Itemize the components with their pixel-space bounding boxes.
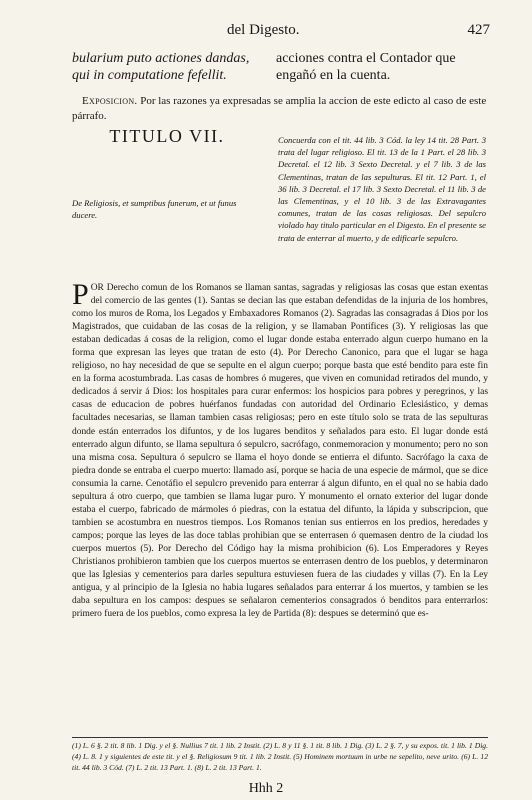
section-title: TITULO VII. (109, 126, 225, 146)
footnotes: (1) L. 6 §. 2 tit. 8 lib. 1 Dig. y el §. Nullius 7 tit. 1 lib. 2 Instit. (2) L. 8 y 11 §. 1 tit. 8 lib. 1 Dig. (3) L. 2 §. 7, y su expos. tit. 1 lib. 1 Dig. (4) L. 8. 1 y siguientes de este tit. y el §. Religiosum 9 tit. 1 lib. 2 Instit. (5) Hominem mortuum in urbe ne sepelito, neve urito. (6) L. 12 tit. 44 lib. 3 Cód. (7) L. 2 tit. 13 Part. 1. (8) L. 2 tit. 13 Part. 1. (72, 741, 488, 772)
concordance-note: Concuerda con el tit. 44 lib. 3 Cód. la ley 14 tit. 28 Part. 3 trata del lugar religioso. El tit. 13 de la 1 Part. el 28 lib. 3 Decretal. el 12 lib. 3 Sexto Decretal. y el 7 lib. 3 de las Clementinas, tratan de las sepulturas. El tit. 12 Part. 1, el 36 lib. 3 Decretal. el 17 lib. 3 Sexto Decretal. el 11 lib. 3 de las Clementinas, y el 10 lib. 3 de las Extravagantes comunes, tratan de las cosas religiosas. Del sepulcro violado hay titulo particular en el Digesto. En el presente se trata de enterrar al muerto, y de edificarle sepulcro. (278, 135, 486, 243)
drop-cap: P (72, 278, 89, 311)
bilingual-continuation (72, 50, 484, 88)
latin-title-note: De Religiosis, et sumptibus funerum, et ut funus ducere. (72, 198, 237, 220)
exposition-label: Exposicion. (82, 95, 138, 107)
latin-text: bularium puto actiones dandas, qui in computatione fefellit. (72, 51, 250, 83)
exposition-paragraph (72, 94, 488, 124)
running-header (0, 22, 532, 42)
main-text (72, 278, 488, 621)
running-title: del Digesto. (227, 22, 300, 38)
page-number: 427 (467, 22, 490, 38)
main-paragraph: OR Derecho comun de los Romanos se llaman santas, sagradas y religiosas las cosas que estan exentas del comercio de las gentes (1). Santas se decian las que estaban defendidas de la injuria de los hombres, como los muros de Roma, los Legados y Embaxadores Romanos (2). Sagradas las consagradas á Dios por los Magistrados, que cuidaban de las cosas de la religion, y se llamaban Pontífices (3). Y religiosas las que estaban dedicadas á cosas de la religion, como el lugar donde estaba enterrado algun cuerpo humano en la forma que expresan las leyes que tratan de esto (4). Por Derecho Canonico, para que el lugar se haga religioso, no hay necesidad de que se sepulte en el algun cuerpo; porque basta que esté bendito para este fin en la forma acostumbrada. Las casas de hombres ó mugeres, que viven en comunidad retirados del mundo, y dedicados á servir á Dios: los hospitales para curar enfermos: los hospicios para pobres y peregrinos, y las casas de educacion de pobres huérfanos fundadas con autoridad del Ordinario Eclesiástico, y demas facultades necesarias, se llaman tambien casas religiosas; pero en este título solo se trata de las sepulturas donde están enterrados los difuntos, y de los lugares benditos y señalados para esto. El lugar donde está enterrado algun difunto, se llama sepultura ó sepulcro, sacrófago, conmemoracion y monumento; pero no son una misma cosa. Sepultura ó sepulcro se llama el hoyo donde se entierra el difunto. Sacrófago la caxa de piedra donde se entraba el cuerpo muerto: llamado así, porque se hacia de una especie de mármol, que se dice consumia la carne. Cenotáfio el sepulcro prevenido para enterrar á algun difunto, en el qual no se habia dado sepultura á otro cuerpo, que tambien se llama lugar puro. Y monumento el ornato exterior del lugar donde estaba el cuerpo, fabricado de mármoles ó piedras, con la estatua del difunto, la lápida y subscripcion, que tambien se acostumbra en nuestros tiempos. Los Romanos tenian sus entierros en los predios, heredades y campos; porque las leyes de las doce tablas prohibian que se enterrasen ó quemasen dentro de la ciudad los cuerpos muertos (5). Por Derecho del Código hay la misma prohibicion (6). Los Emperadores y Reyes Christianos prohibieron tambien que los cuerpos muertos se enterrasen dentro de los pueblos, y determinaron que las Iglesias y cementerios para darles sepultura estuviesen fuera de las ciudades y villas (7). En la Ley antigua, y al principio de la Iglesia no habia lugares señalados para enterrar á los muertos, y tambien se les daba sepultura en los campos: despues se señalaron cementerios consagrados ó benditos para enterrarlos: primero fuera de los pueblos, como expresa la ley de Partida (8): despues se determinó que es- (72, 283, 488, 620)
signature-mark: Hhh 2 (248, 781, 284, 796)
footnote-divider (72, 737, 488, 738)
exposition-text: Por las razones ya expresadas se amplia la accion de este edicto al caso de este párrafo. (72, 95, 487, 122)
spanish-text: acciones contra el Contador que engañó en la cuenta. (276, 51, 456, 83)
